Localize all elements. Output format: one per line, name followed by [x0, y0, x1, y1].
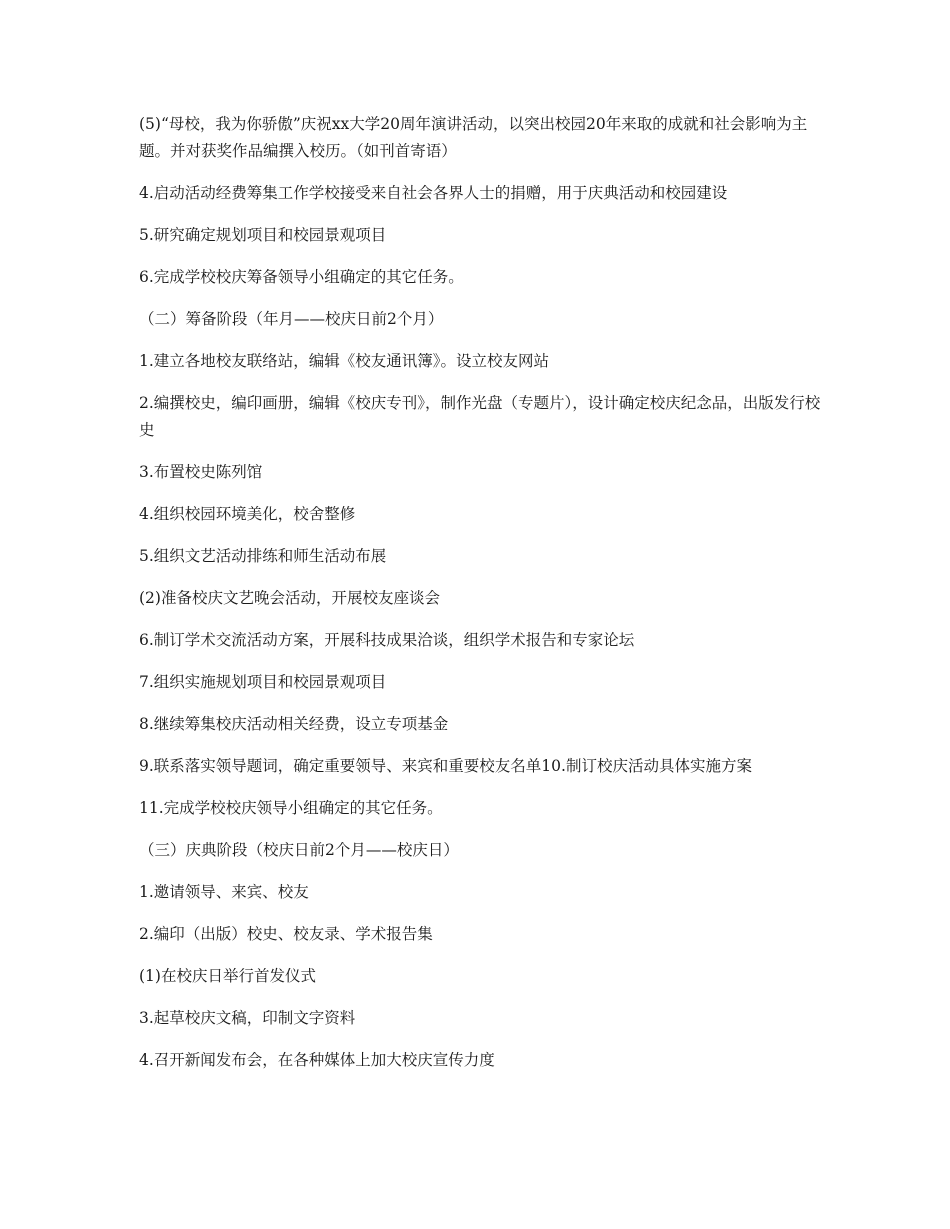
paragraph-speech-activity: (5)“母校，我为你骄傲”庆祝xx大学20周年演讲活动，以突出校园20年来取的成就和社会影响为主题。并对获奖作品编撰入校历。（如刊首寄语） [139, 115, 808, 160]
paragraph-planning-projects: 5.研究确定规划项目和校园景观项目 [139, 226, 387, 244]
paragraph-leader-inscription: 9.联系落实领导题词，确定重要领导、来宾和重要校友名单10.制订校庆活动具体实施方案 [139, 757, 752, 775]
paragraph-gala-prep: (2)准备校庆文艺晚会活动，开展校友座谈会 [139, 589, 440, 607]
paragraph-invite-guests: 1.邀请领导、来宾、校友 [139, 883, 309, 901]
paragraph-other-tasks: 6.完成学校校庆筹备领导小组确定的其它任务。 [139, 268, 464, 286]
paragraph-draft-documents: 3.起草校庆文稿，印制文字资料 [139, 1009, 356, 1027]
paragraph-campus-beautify: 4.组织校园环境美化，校舍整修 [139, 505, 356, 523]
paragraph-funding: 4.启动活动经费筹集工作学校接受来自社会各界人士的捐赠，用于庆典活动和校园建设 [139, 184, 728, 202]
paragraph-special-fund: 8.继续筹集校庆活动相关经费，设立专项基金 [139, 715, 449, 733]
paragraph-implement-projects: 7.组织实施规划项目和校园景观项目 [139, 673, 387, 691]
paragraph-arts-rehearsal: 5.组织文艺活动排练和师生活动布展 [139, 547, 387, 565]
paragraph-press-conference: 4.召开新闻发布会，在各种媒体上加大校庆宣传力度 [139, 1051, 495, 1069]
document-body [139, 111, 829, 1089]
section-heading-celebration: （三）庆典阶段（校庆日前2个月——校庆日） [139, 841, 459, 859]
section-heading-preparation: （二）筹备阶段（年月——校庆日前2个月） [139, 310, 444, 328]
paragraph-school-history: 2.编撰校史，编印画册，编辑《校庆专刊》，制作光盘（专题片），设计确定校庆纪念品，出版发行校史 [139, 394, 821, 439]
paragraph-leader-tasks: 11.完成学校校庆领导小组确定的其它任务。 [139, 799, 443, 817]
paragraph-launch-ceremony: (1)在校庆日举行首发仪式 [139, 967, 316, 985]
paragraph-academic-exchange: 6.制订学术交流活动方案，开展科技成果洽谈，组织学术报告和专家论坛 [139, 631, 635, 649]
paragraph-publish-history: 2.编印（出版）校史、校友录、学术报告集 [139, 925, 433, 943]
paragraph-alumni-stations: 1.建立各地校友联络站，编辑《校友通讯簿》。设立校友网站 [139, 352, 550, 370]
paragraph-history-hall: 3.布置校史陈列馆 [139, 463, 263, 481]
